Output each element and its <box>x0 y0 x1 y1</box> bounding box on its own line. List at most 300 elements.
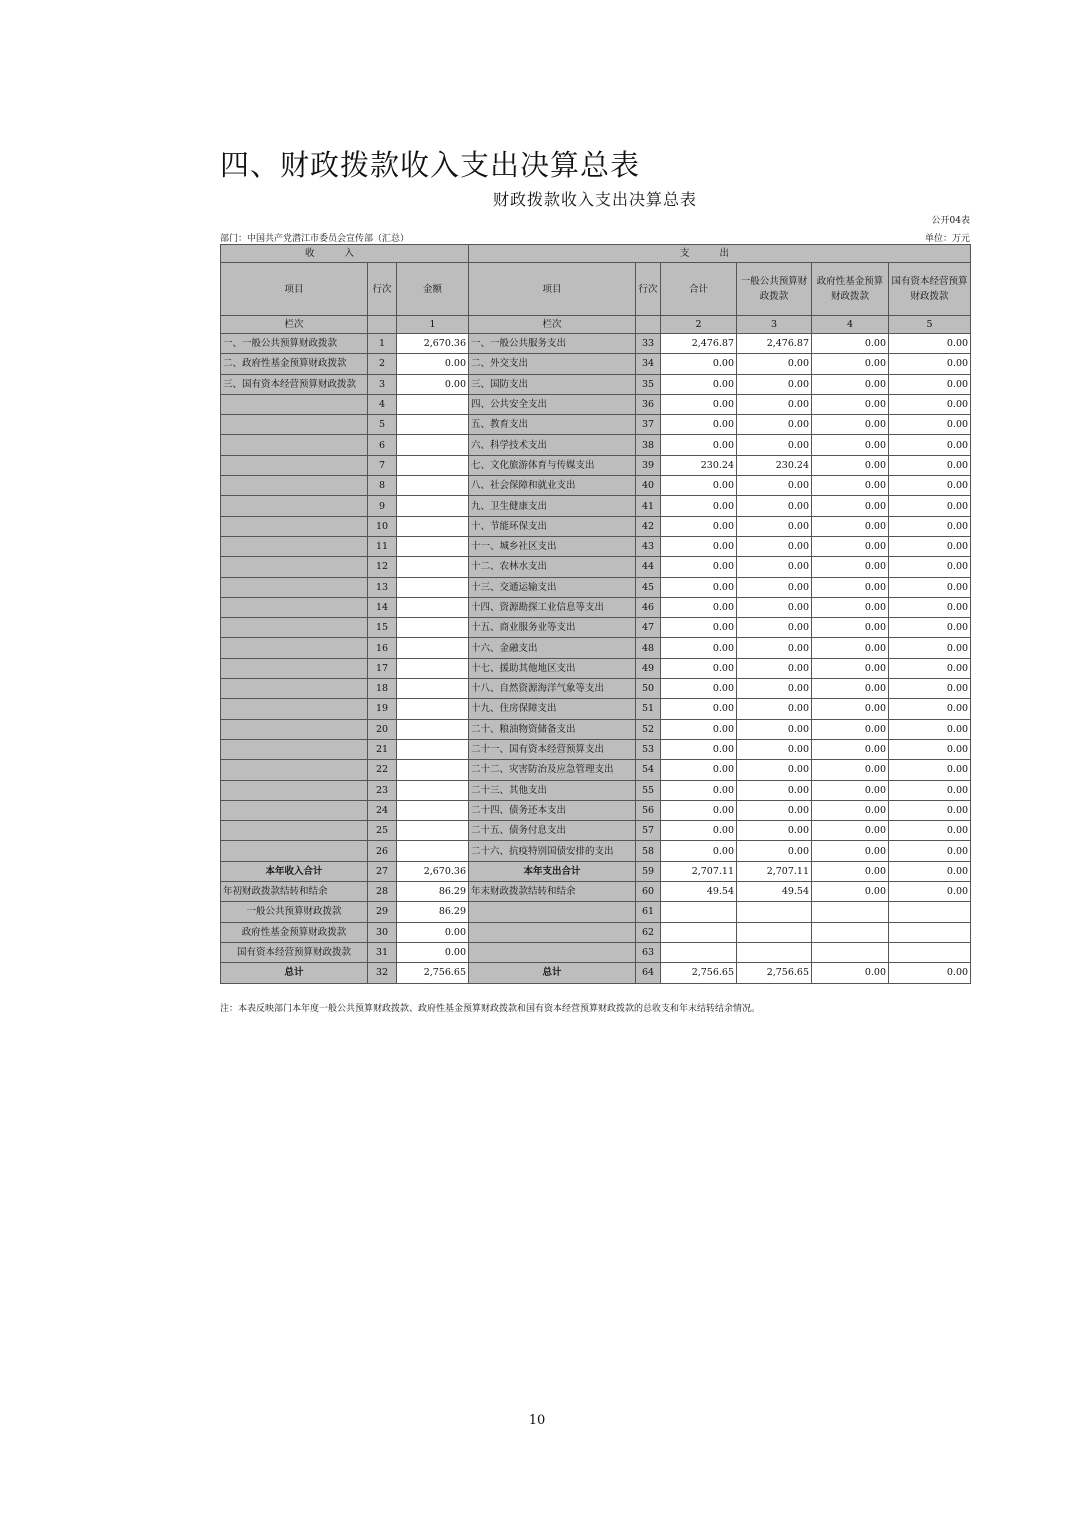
empty-cell <box>661 922 737 942</box>
income-header: 收入 <box>221 245 469 263</box>
table-row <box>221 496 971 516</box>
row-number: 33 <box>636 334 661 354</box>
income-item-cell <box>221 415 368 435</box>
row-number: 26 <box>368 841 397 861</box>
amount-cell: 0.00 <box>889 618 971 638</box>
header-row-columns <box>221 263 971 316</box>
amount-cell: 0.00 <box>812 719 889 739</box>
amount-cell: 0.00 <box>661 496 737 516</box>
table-row <box>221 374 971 394</box>
row-number: 58 <box>636 841 661 861</box>
amount-cell: 86.29 <box>397 882 469 902</box>
table-row <box>221 679 971 699</box>
row-number: 4 <box>368 394 397 414</box>
table-row <box>221 780 971 800</box>
amount-cell: 0.00 <box>737 638 812 658</box>
amount-cell: 230.24 <box>737 455 812 475</box>
amount-cell: 0.00 <box>812 760 889 780</box>
amount-cell: 0.00 <box>661 800 737 820</box>
unit-label: 单位：万元 <box>924 234 970 244</box>
expense-item-cell: 六、科学技术支出 <box>469 435 636 455</box>
amount-cell: 0.00 <box>812 658 889 678</box>
grand-expense-label: 总计 <box>469 963 636 983</box>
expense-item-cell: 二十三、其他支出 <box>469 780 636 800</box>
income-rowno-header: 行次 <box>368 263 397 316</box>
row-number: 62 <box>636 922 661 942</box>
empty-cell <box>889 902 971 922</box>
table-row <box>221 638 971 658</box>
empty-cell <box>737 902 812 922</box>
expense-item-cell: 二、外交支出 <box>469 354 636 374</box>
amount-cell: 0.00 <box>661 435 737 455</box>
row-number: 12 <box>368 557 397 577</box>
income-item-header: 项目 <box>221 263 368 316</box>
expense-item-cell: 二十六、抗疫特别国债安排的支出 <box>469 841 636 861</box>
amount-cell: 86.29 <box>397 902 469 922</box>
amount-cell: 0.00 <box>812 638 889 658</box>
row-number: 28 <box>368 882 397 902</box>
amount-cell: 0.00 <box>812 800 889 820</box>
expense-rowno-header: 行次 <box>636 263 661 316</box>
header-row-column-index <box>221 316 971 334</box>
table-row <box>221 354 971 374</box>
empty-cell <box>469 922 636 942</box>
amount-cell: 0.00 <box>661 557 737 577</box>
amount-cell: 0.00 <box>889 496 971 516</box>
expense-item-cell: 十七、援助其他地区支出 <box>469 658 636 678</box>
header-row-sections <box>221 245 971 263</box>
table-body <box>221 334 971 862</box>
amount-cell: 0.00 <box>889 841 971 861</box>
amount-cell: 2,670.36 <box>397 861 469 881</box>
amount-cell: 0.00 <box>889 760 971 780</box>
empty-cell <box>812 942 889 962</box>
income-item-cell <box>221 679 368 699</box>
row-number: 1 <box>368 334 397 354</box>
row-number: 59 <box>636 861 661 881</box>
amount-cell: 0.00 <box>737 536 812 556</box>
amount-cell: 2,670.36 <box>397 334 469 354</box>
expense-item-cell: 四、公共安全支出 <box>469 394 636 414</box>
finance-table <box>220 244 971 984</box>
amount-cell: 0.00 <box>397 942 469 962</box>
amount-cell: 2,476.87 <box>737 334 812 354</box>
row-number: 52 <box>636 719 661 739</box>
row-number: 49 <box>636 658 661 678</box>
amount-cell: 0.00 <box>661 577 737 597</box>
table-row <box>221 435 971 455</box>
income-item-cell <box>221 618 368 638</box>
empty-cell <box>737 942 812 962</box>
row-number: 8 <box>368 476 397 496</box>
row-number: 25 <box>368 821 397 841</box>
amount-cell: 0.00 <box>661 719 737 739</box>
amount-cell <box>397 821 469 841</box>
expense-item-cell: 十五、商业服务业等支出 <box>469 618 636 638</box>
amount-cell: 0.00 <box>812 536 889 556</box>
amount-cell: 0.00 <box>812 780 889 800</box>
table-row <box>221 800 971 820</box>
amount-cell: 0.00 <box>889 516 971 536</box>
expense-item-cell: 十四、资源勘探工业信息等支出 <box>469 597 636 617</box>
row-number: 47 <box>636 618 661 638</box>
amount-cell: 0.00 <box>737 719 812 739</box>
expense-item-cell: 二十一、国有资本经营预算支出 <box>469 739 636 759</box>
table-title: 财政拨款收入支出决算总表 <box>492 190 697 209</box>
amount-cell: 0.00 <box>812 455 889 475</box>
empty-cell <box>889 922 971 942</box>
amount-cell <box>397 679 469 699</box>
table-row <box>221 719 971 739</box>
amount-cell <box>397 516 469 536</box>
row-number: 24 <box>368 800 397 820</box>
row-number: 27 <box>368 861 397 881</box>
row-number: 36 <box>636 394 661 414</box>
amount-cell: 0.00 <box>661 780 737 800</box>
amount-cell: 0.00 <box>812 821 889 841</box>
amount-cell: 0.00 <box>889 658 971 678</box>
table-row <box>221 618 971 638</box>
amount-cell: 0.00 <box>737 760 812 780</box>
amount-cell: 0.00 <box>737 658 812 678</box>
amount-cell: 0.00 <box>889 739 971 759</box>
table-row <box>221 597 971 617</box>
row-number: 29 <box>368 902 397 922</box>
amount-cell <box>397 557 469 577</box>
row-number: 14 <box>368 597 397 617</box>
row-number: 18 <box>368 679 397 699</box>
expense-item-cell: 九、卫生健康支出 <box>469 496 636 516</box>
row-number: 43 <box>636 536 661 556</box>
amount-cell: 0.00 <box>661 739 737 759</box>
amount-cell <box>397 415 469 435</box>
row-number: 45 <box>636 577 661 597</box>
table-row <box>221 861 971 881</box>
amount-cell: 0.00 <box>889 394 971 414</box>
department-label: 部门：中国共产党潜江市委员会宣传部（汇总） <box>220 234 410 244</box>
row-number: 9 <box>368 496 397 516</box>
row-number: 22 <box>368 760 397 780</box>
amount-cell <box>397 699 469 719</box>
col-index-4: 4 <box>812 316 889 334</box>
col-index-1: 1 <box>397 316 469 334</box>
row-number: 5 <box>368 415 397 435</box>
row-number: 61 <box>636 902 661 922</box>
row-number: 23 <box>368 780 397 800</box>
table-row <box>221 557 971 577</box>
amount-cell: 0.00 <box>889 577 971 597</box>
income-item-cell <box>221 557 368 577</box>
amount-cell: 0.00 <box>661 821 737 841</box>
amount-cell: 0.00 <box>737 415 812 435</box>
row-number: 54 <box>636 760 661 780</box>
row-number: 19 <box>368 699 397 719</box>
row-number: 11 <box>368 536 397 556</box>
grand-income-label: 总计 <box>221 963 368 983</box>
table-row <box>221 334 971 354</box>
amount-cell: 0.00 <box>889 780 971 800</box>
amount-cell: 0.00 <box>737 374 812 394</box>
expense-item-cell: 五、教育支出 <box>469 415 636 435</box>
amount-cell: 49.54 <box>661 882 737 902</box>
income-item-cell <box>221 577 368 597</box>
amount-cell <box>397 536 469 556</box>
amount-cell: 0.00 <box>737 354 812 374</box>
amount-cell: 0.00 <box>889 374 971 394</box>
table-row <box>221 394 971 414</box>
income-item-cell <box>221 455 368 475</box>
table-row <box>221 942 971 962</box>
page-number: 10 <box>528 1413 546 1428</box>
amount-cell <box>397 800 469 820</box>
income-item-cell <box>221 699 368 719</box>
row-number: 6 <box>368 435 397 455</box>
row-number: 34 <box>636 354 661 374</box>
table-note: 注：本表反映部门本年度一般公共预算财政拨款、政府性基金预算财政拨款和国有资本经营预算财政拨款的总收支和年末结转结余情况。 <box>220 1004 761 1014</box>
table-row <box>221 882 971 902</box>
income-item-cell <box>221 760 368 780</box>
table-row <box>221 699 971 719</box>
amount-cell: 49.54 <box>737 882 812 902</box>
row-number: 35 <box>636 374 661 394</box>
expense-item-cell: 二十五、债务付息支出 <box>469 821 636 841</box>
empty-cell <box>661 902 737 922</box>
income-item-cell <box>221 780 368 800</box>
row-number: 16 <box>368 638 397 658</box>
amount-cell: 0.00 <box>812 963 889 983</box>
section-title: 四、财政拨款收入支出决算总表 <box>220 148 641 182</box>
row-number: 55 <box>636 780 661 800</box>
amount-cell: 2,476.87 <box>661 334 737 354</box>
col-index-5: 5 <box>889 316 971 334</box>
expense-item-cell: 十九、住房保障支出 <box>469 699 636 719</box>
income-item-cell <box>221 496 368 516</box>
amount-cell: 0.00 <box>812 394 889 414</box>
amount-cell: 0.00 <box>737 577 812 597</box>
amount-cell: 0.00 <box>812 334 889 354</box>
amount-cell: 0.00 <box>812 597 889 617</box>
begin-balance-label: 年初财政拨款结转和结余 <box>221 882 368 902</box>
row-number: 44 <box>636 557 661 577</box>
row-number: 53 <box>636 739 661 759</box>
expense-item-cell: 二十四、债务还本支出 <box>469 800 636 820</box>
amount-cell: 2,756.65 <box>661 963 737 983</box>
amount-cell: 0.00 <box>661 374 737 394</box>
fund-header: 政府性基金预算财政拨款 <box>812 263 889 316</box>
amount-cell: 0.00 <box>661 618 737 638</box>
table-row <box>221 902 971 922</box>
income-item-cell <box>221 435 368 455</box>
income-item-cell <box>221 536 368 556</box>
amount-cell: 0.00 <box>737 435 812 455</box>
amount-cell: 0.00 <box>812 557 889 577</box>
expense-item-cell: 十一、城乡社区支出 <box>469 536 636 556</box>
amount-cell: 0.00 <box>661 516 737 536</box>
amount-cell: 0.00 <box>737 618 812 638</box>
amount-cell: 0.00 <box>812 516 889 536</box>
amount-cell: 0.00 <box>737 394 812 414</box>
expense-item-cell: 十二、农林水支出 <box>469 557 636 577</box>
begin-fund-label: 政府性基金预算财政拨款 <box>221 922 368 942</box>
row-number: 64 <box>636 963 661 983</box>
amount-cell: 0.00 <box>661 536 737 556</box>
table-row <box>221 536 971 556</box>
row-number: 50 <box>636 679 661 699</box>
amount-cell: 0.00 <box>812 435 889 455</box>
empty-cell <box>469 902 636 922</box>
table-row <box>221 821 971 841</box>
amount-cell: 0.00 <box>889 821 971 841</box>
table-row <box>221 739 971 759</box>
row-number: 7 <box>368 455 397 475</box>
empty-cell <box>889 942 971 962</box>
row-number: 15 <box>368 618 397 638</box>
amount-cell: 0.00 <box>812 374 889 394</box>
amount-cell: 0.00 <box>812 577 889 597</box>
expense-item-header: 项目 <box>469 263 636 316</box>
table-row <box>221 922 971 942</box>
amount-cell: 0.00 <box>812 861 889 881</box>
income-item-cell: 二、政府性基金预算财政拨款 <box>221 354 368 374</box>
expense-item-cell: 十、节能环保支出 <box>469 516 636 536</box>
amount-cell: 0.00 <box>737 476 812 496</box>
empty-cell <box>661 942 737 962</box>
col-index-3: 3 <box>737 316 812 334</box>
expense-item-cell: 十八、自然资源海洋气象等支出 <box>469 679 636 699</box>
empty-cell <box>469 942 636 962</box>
expense-item-cell: 一、一般公共服务支出 <box>469 334 636 354</box>
amount-cell: 0.00 <box>737 496 812 516</box>
table-row <box>221 658 971 678</box>
amount-cell: 0.00 <box>737 739 812 759</box>
amount-cell: 0.00 <box>397 374 469 394</box>
expense-item-cell: 八、社会保障和就业支出 <box>469 476 636 496</box>
income-item-cell: 一、一般公共预算财政拨款 <box>221 334 368 354</box>
income-item-cell <box>221 597 368 617</box>
col-index-2: 2 <box>661 316 737 334</box>
income-item-cell <box>221 821 368 841</box>
row-number: 13 <box>368 577 397 597</box>
end-balance-label: 年末财政拨款结转和结余 <box>469 882 636 902</box>
row-number: 38 <box>636 435 661 455</box>
amount-cell: 0.00 <box>661 394 737 414</box>
amount-cell: 2,756.65 <box>737 963 812 983</box>
table-row <box>221 415 971 435</box>
amount-cell: 2,707.11 <box>661 861 737 881</box>
expense-header: 支出 <box>469 245 971 263</box>
amount-cell <box>397 455 469 475</box>
income-item-cell <box>221 658 368 678</box>
income-item-cell <box>221 739 368 759</box>
amount-cell: 0.00 <box>661 658 737 678</box>
row-number: 32 <box>368 963 397 983</box>
amount-cell <box>397 618 469 638</box>
amount-cell: 0.00 <box>889 719 971 739</box>
table-row <box>221 760 971 780</box>
expense-item-cell: 二十二、灾害防治及应急管理支出 <box>469 760 636 780</box>
col-index-empty <box>636 316 661 334</box>
amount-cell: 0.00 <box>889 334 971 354</box>
expense-item-cell: 三、国防支出 <box>469 374 636 394</box>
amount-cell <box>397 597 469 617</box>
table-row <box>221 963 971 983</box>
row-number: 41 <box>636 496 661 516</box>
row-number: 37 <box>636 415 661 435</box>
amount-cell: 0.00 <box>737 516 812 536</box>
table-row <box>221 455 971 475</box>
amount-cell: 0.00 <box>889 415 971 435</box>
col-label-income: 栏次 <box>221 316 368 334</box>
amount-cell: 0.00 <box>889 861 971 881</box>
amount-cell: 0.00 <box>812 699 889 719</box>
year-expense-label: 本年支出合计 <box>469 861 636 881</box>
table-row <box>221 476 971 496</box>
amount-cell: 2,707.11 <box>737 861 812 881</box>
row-number: 57 <box>636 821 661 841</box>
amount-cell: 230.24 <box>661 455 737 475</box>
begin-general-label: 一般公共预算财政拨款 <box>221 902 368 922</box>
amount-cell: 0.00 <box>661 415 737 435</box>
amount-cell <box>397 719 469 739</box>
amount-cell: 0.00 <box>661 699 737 719</box>
expense-item-cell: 十六、金融支出 <box>469 638 636 658</box>
amount-cell <box>397 658 469 678</box>
row-number: 42 <box>636 516 661 536</box>
income-amount-header: 金额 <box>397 263 469 316</box>
row-number: 30 <box>368 922 397 942</box>
amount-cell: 0.00 <box>889 638 971 658</box>
col-label-expense: 栏次 <box>469 316 636 334</box>
amount-cell: 0.00 <box>889 354 971 374</box>
total-header: 合计 <box>661 263 737 316</box>
row-number: 40 <box>636 476 661 496</box>
income-item-cell <box>221 516 368 536</box>
row-number: 46 <box>636 597 661 617</box>
table-row <box>221 516 971 536</box>
amount-cell: 0.00 <box>812 882 889 902</box>
row-number: 31 <box>368 942 397 962</box>
year-income-label: 本年收入合计 <box>221 861 368 881</box>
amount-cell: 0.00 <box>889 536 971 556</box>
amount-cell: 0.00 <box>737 841 812 861</box>
table-row <box>221 841 971 861</box>
amount-cell: 0.00 <box>812 841 889 861</box>
amount-cell <box>397 780 469 800</box>
amount-cell <box>397 841 469 861</box>
amount-cell <box>397 476 469 496</box>
general-header: 一般公共预算财政拨款 <box>737 263 812 316</box>
amount-cell: 0.00 <box>889 435 971 455</box>
expense-item-cell: 十三、交通运输支出 <box>469 577 636 597</box>
income-item-cell: 三、国有资本经营预算财政拨款 <box>221 374 368 394</box>
row-number: 60 <box>636 882 661 902</box>
amount-cell: 0.00 <box>661 476 737 496</box>
amount-cell: 0.00 <box>737 780 812 800</box>
income-item-cell <box>221 638 368 658</box>
row-number: 56 <box>636 800 661 820</box>
amount-cell: 0.00 <box>737 597 812 617</box>
amount-cell: 0.00 <box>812 496 889 516</box>
amount-cell: 0.00 <box>661 841 737 861</box>
amount-cell: 0.00 <box>661 760 737 780</box>
row-number: 10 <box>368 516 397 536</box>
row-number: 20 <box>368 719 397 739</box>
income-item-cell <box>221 841 368 861</box>
table-summary <box>221 861 971 983</box>
amount-cell: 0.00 <box>812 354 889 374</box>
amount-cell <box>397 739 469 759</box>
row-number: 39 <box>636 455 661 475</box>
